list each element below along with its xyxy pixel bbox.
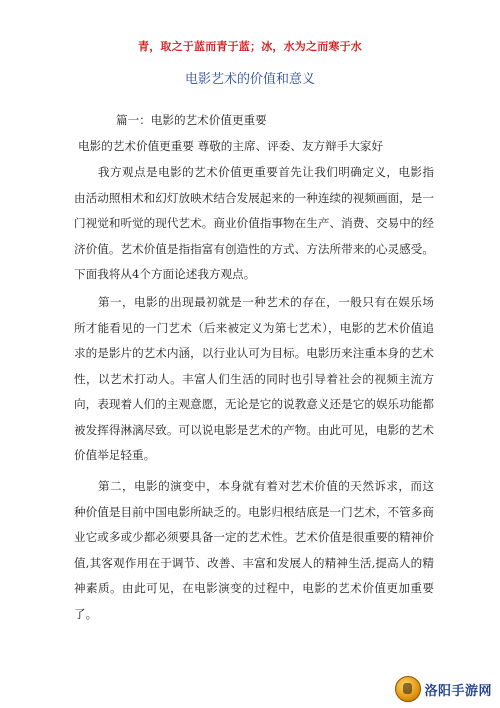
paragraph-point-one [74, 290, 434, 469]
paragraph-text: 第一，电影的出现最初就是一种艺术的存在，一般只有在娱乐场所才能看见的一门艺术（后来被定义为第七艺术），电影的艺术价值追求的是影片的艺术内涵，以行业认可为目标。电影历来注重本身的艺术性，以艺术打动人。丰富人们生活的同时也引导着社会的视频主流方向，表现着人们的主观意愿，无论是它的说教意义还是它的娱乐功能都被发挥得淋漓尽致。可以说电影是艺术的产物。由此可见，电影的艺术价值举足轻重。 [74, 295, 434, 462]
paragraph-definitions [74, 160, 434, 288]
intro-line: 电影的艺术价值更重要 尊敬的主席、评委、友方辩手大家好 [78, 139, 384, 153]
paragraph-text: 我方观点是电影的艺术价值更重要首先让我们明确定义，电影指由活动照相术和幻灯放映术结合发展起来的一种连续的视频画面，是一门视觉和听觉的现代艺术。商业价值指事物在生产、消费、交易中的经济价值。艺术价值是指指富有创造性的方式、方法所带来的心灵感受。下面我将从4个方面论述我方观点。 [74, 165, 434, 281]
paragraph-point-two [74, 474, 434, 627]
paragraph-text: 第二，电影的演变中，本身就有着对艺术价值的天然诉求，而这种价值是目前中国电影所缺乏的。电影归根结底是一门艺术，不管多商业它或多或少都必须要具备一定的艺术性。艺术价值是很重要的精神价值,其客观作用在于调节、改善、丰富和发展人的精神生活,提高人的精神素质。由此可见，在电影演变的过程中，电影的艺术价值更加重要了。 [74, 479, 434, 621]
site-watermark [395, 676, 492, 702]
header-motto: 青，取之于蓝而青于蓝；冰，水为之而寒于水 [138, 40, 362, 53]
watermark-text: 洛阳手游网 [424, 683, 492, 699]
game-logo-icon [395, 676, 421, 702]
document-title: 电影艺术的价值和意义 [184, 72, 315, 87]
section-heading: 篇一：电影的艺术价值更重要 [116, 113, 267, 127]
